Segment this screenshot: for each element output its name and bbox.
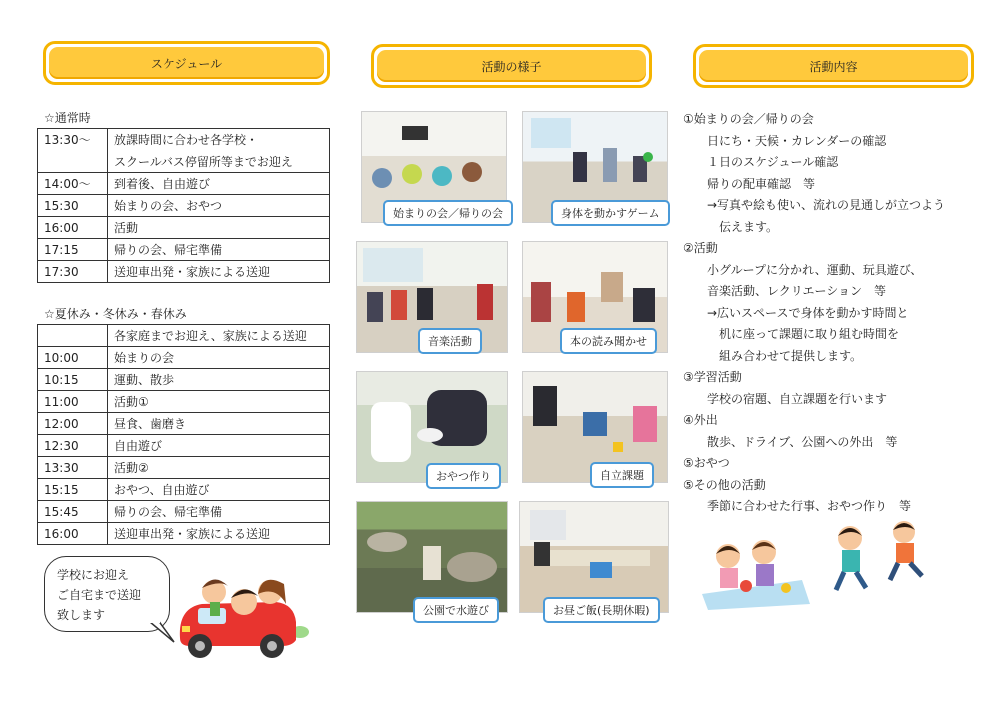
content-item: 小グループに分かれ、運動、玩具遊び、 xyxy=(707,263,923,277)
schedule-activity: 活動 xyxy=(108,217,330,239)
bubble-line: 致します xyxy=(57,608,106,622)
schedule-activity: 送迎車出発・家族による送迎 xyxy=(108,523,330,545)
table-row xyxy=(38,151,330,173)
family-car-illustration xyxy=(172,560,322,660)
content-item: 伝えます。 xyxy=(719,220,779,234)
activities-photos-header xyxy=(371,44,652,88)
schedule-activity: 帰りの会、帰宅準備 xyxy=(108,239,330,261)
schedule-time: 13:30 xyxy=(38,457,108,479)
table-row xyxy=(38,501,330,523)
schedule-activity: 活動② xyxy=(108,457,330,479)
content-heading: ①始まりの会／帰りの会 xyxy=(683,112,814,126)
content-item: 日にち・天候・カレンダーの確認 xyxy=(707,134,887,148)
schedule-time: 17:30 xyxy=(38,261,108,283)
table-row xyxy=(38,261,330,283)
schedule-activity: 始まりの会 xyxy=(108,347,330,369)
schedule-activity: 放課時間に合わせ各学校・ xyxy=(108,129,330,151)
caption-lunch-long-holiday: お昼ご飯(長期休暇) xyxy=(543,597,660,623)
table-row xyxy=(38,479,330,501)
content-heading: ②活動 xyxy=(683,241,718,255)
schedule-time: 11:00 xyxy=(38,391,108,413)
schedule-activity: おやつ、自由遊び xyxy=(108,479,330,501)
caption-story-reading: 本の読み聞かせ xyxy=(560,328,657,354)
schedule-activity: 昼食、歯磨き xyxy=(108,413,330,435)
content-item: →写真や絵も使い、流れの見通しが立つよう xyxy=(707,198,946,212)
table-row xyxy=(38,435,330,457)
content-item: 散歩、ドライブ、公園への外出 等 xyxy=(707,435,898,449)
schedule-activity: 帰りの会、帰宅準備 xyxy=(108,501,330,523)
table-row xyxy=(38,173,330,195)
schedule-time: 15:30 xyxy=(38,195,108,217)
content-heading: ⑤その他の活動 xyxy=(683,478,766,492)
schedule-time: 15:15 xyxy=(38,479,108,501)
activity-contents-header-label: 活動内容 xyxy=(699,50,968,82)
content-item: 季節に合わせた行事、おやつ作り 等 xyxy=(707,499,912,513)
schedule-time: 10:00 xyxy=(38,347,108,369)
table-row xyxy=(38,523,330,545)
table-row xyxy=(38,391,330,413)
content-item: 音楽活動、レクリエーション 等 xyxy=(707,284,887,298)
bubble-line: ご自宅まで送迎 xyxy=(57,588,142,602)
children-playing-illustration xyxy=(698,518,938,612)
bubble-line: 学校にお迎え xyxy=(57,568,130,582)
schedule-activity: 自由遊び xyxy=(108,435,330,457)
activity-contents-header xyxy=(693,44,974,88)
caption-snack-making: おやつ作り xyxy=(426,463,501,489)
regular-schedule-title: ☆通常時 xyxy=(44,111,91,125)
activities-photos-header-label: 活動の様子 xyxy=(377,50,646,82)
schedule-time: 16:00 xyxy=(38,217,108,239)
schedule-activity: 到着後、自由遊び xyxy=(108,173,330,195)
caption-music-activity: 音楽活動 xyxy=(418,328,482,354)
table-row xyxy=(38,325,330,347)
table-row xyxy=(38,217,330,239)
caption-park-water-play: 公園で水遊び xyxy=(413,597,499,623)
schedule-header-label: スケジュール xyxy=(49,47,324,79)
schedule-time xyxy=(38,151,108,173)
schedule-time: 10:15 xyxy=(38,369,108,391)
caption-opening-closing-meeting: 始まりの会／帰りの会 xyxy=(383,200,513,226)
schedule-header xyxy=(43,41,330,85)
schedule-time: 13:30～ xyxy=(38,129,108,151)
table-row xyxy=(38,239,330,261)
content-heading: ④外出 xyxy=(683,413,718,427)
schedule-activity: スクールバス停留所等までお迎え xyxy=(108,151,330,173)
table-row xyxy=(38,457,330,479)
content-item: 組み合わせて提供します。 xyxy=(719,349,863,363)
holiday-schedule-table xyxy=(37,324,330,545)
schedule-activity: 始まりの会、おやつ xyxy=(108,195,330,217)
schedule-activity: 送迎車出発・家族による送迎 xyxy=(108,261,330,283)
content-item: 机に座って課題に取り組む時間を xyxy=(719,327,900,341)
schedule-time: 17:15 xyxy=(38,239,108,261)
schedule-time: 15:45 xyxy=(38,501,108,523)
regular-schedule-table xyxy=(37,128,330,283)
content-item: １日のスケジュール確認 xyxy=(707,155,839,169)
table-row xyxy=(38,413,330,435)
schedule-time: 14:00～ xyxy=(38,173,108,195)
schedule-time xyxy=(38,325,108,347)
table-row xyxy=(38,129,330,151)
caption-movement-game: 身体を動かすゲーム xyxy=(551,200,670,226)
content-item: 帰りの配車確認 等 xyxy=(707,177,816,191)
content-item: 学校の宿題、自立課題を行います xyxy=(707,392,888,406)
schedule-activity: 各家庭までお迎え、家族による送迎 xyxy=(108,325,330,347)
content-heading: ⑤おやつ xyxy=(683,456,730,470)
content-heading: ③学習活動 xyxy=(683,370,742,384)
schedule-time: 12:00 xyxy=(38,413,108,435)
content-item: →広いスペースで身体を動かす時間と xyxy=(707,306,909,320)
caption-independent-tasks: 自立課題 xyxy=(590,462,654,488)
schedule-time: 16:00 xyxy=(38,523,108,545)
table-row xyxy=(38,347,330,369)
holiday-schedule-title: ☆夏休み・冬休み・春休み xyxy=(44,307,187,321)
table-row xyxy=(38,369,330,391)
schedule-time: 12:30 xyxy=(38,435,108,457)
schedule-activity: 運動、散歩 xyxy=(108,369,330,391)
schedule-activity: 活動① xyxy=(108,391,330,413)
table-row xyxy=(38,195,330,217)
